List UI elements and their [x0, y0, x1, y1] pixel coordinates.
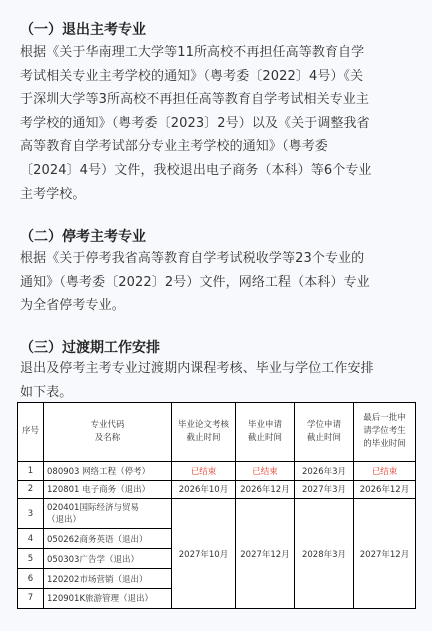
header-no: 序号	[18, 403, 44, 462]
cell-grad: 2026年12月	[236, 480, 295, 499]
section-3-heading: （三）过渡期工作安排	[20, 340, 160, 356]
cell-major: 120202市场营销（退出）	[44, 569, 172, 589]
section-1-line: 主考学校。	[20, 186, 86, 202]
cell-major: 080903 网络工程（停考）	[44, 461, 172, 480]
section-3-line: 退出及停考主考专业过渡期内课程考核、毕业与学位工作安排	[20, 361, 374, 376]
cell-last: 2026年12月	[354, 480, 416, 499]
section-1-line: 根据《关于华南理工大学等11所高校不再担任高等教育自学	[20, 45, 365, 60]
header-last-graduation: 最后一批申 请学位考生 的毕业时间	[354, 403, 416, 462]
table-row	[18, 461, 416, 480]
section-2-line: 为全省停考专业。	[20, 298, 125, 314]
transition-table	[17, 402, 416, 609]
cell-no: 4	[18, 529, 44, 549]
cell-grad-merged: 2027年12月	[236, 499, 295, 609]
section-1-line: 考学校的通知》（粤考委〔2023〕2号）以及《关于调整我省	[20, 115, 370, 131]
cell-major: 050262商务英语（退出）	[44, 529, 172, 549]
section-1-heading: （一）退出主考专业	[20, 22, 146, 38]
cell-last-merged: 2027年12月	[354, 499, 416, 609]
table-row	[18, 480, 416, 499]
cell-last: 已结束	[354, 461, 416, 480]
cell-degree: 2026年3月	[295, 461, 354, 480]
header-major: 专业代码 及名称	[44, 403, 172, 462]
section-3-text	[20, 357, 418, 404]
section-2-heading: （二）停考主考专业	[20, 229, 146, 245]
section-2-line: 通知》（粤考委〔2022〕2号）文件，网络工程（本科）专业	[20, 274, 370, 290]
cell-major: 120801 电子商务（退出）	[44, 480, 172, 499]
table-header-row	[18, 403, 416, 462]
cell-no: 7	[18, 588, 44, 608]
header-degree-deadline: 学位申请 截止时间	[295, 403, 354, 462]
section-1-line: 考试相关专业主考学校的通知》（粤考委〔2022〕4号）《关	[20, 68, 364, 84]
cell-no: 3	[18, 499, 44, 529]
section-1-line: 〔2024〕4号）文件，我校退出电子商务（本科）等6个专业	[20, 162, 372, 178]
cell-major: 120901K旅游管理（退出）	[44, 588, 172, 608]
cell-thesis-merged: 2027年10月	[172, 499, 236, 609]
cell-major: 050303广告学（退出）	[44, 549, 172, 569]
header-graduation-deadline: 毕业申请 截止时间	[236, 403, 295, 462]
section-1-line: 于深圳大学等3所高校不再担任高等教育自学考试相关专业主	[20, 92, 369, 108]
transition-table-wrap	[17, 402, 415, 609]
section-2-line: 根据《关于停考我省高等教育自学考试税收学等23个专业的	[20, 251, 365, 266]
section-1-line: 高等教育自学考试部分专业主考学校的通知》（粤考委	[20, 139, 328, 155]
cell-no: 5	[18, 549, 44, 569]
cell-no: 6	[18, 569, 44, 589]
cell-degree-merged: 2028年3月	[295, 499, 354, 609]
cell-major: 020401国际经济与贸易 （退出）	[44, 499, 172, 529]
section-1-text	[20, 41, 418, 206]
cell-degree: 2027年3月	[295, 480, 354, 499]
section-3-line: 如下表。	[20, 384, 73, 400]
section-2-text	[20, 247, 418, 318]
cell-no: 1	[18, 461, 44, 480]
header-thesis-deadline: 毕业论文考核 截止时间	[172, 403, 236, 462]
cell-thesis: 2026年10月	[172, 480, 236, 499]
cell-grad: 已结束	[236, 461, 295, 480]
table-row	[18, 499, 416, 529]
cell-no: 2	[18, 480, 44, 499]
cell-thesis: 已结束	[172, 461, 236, 480]
